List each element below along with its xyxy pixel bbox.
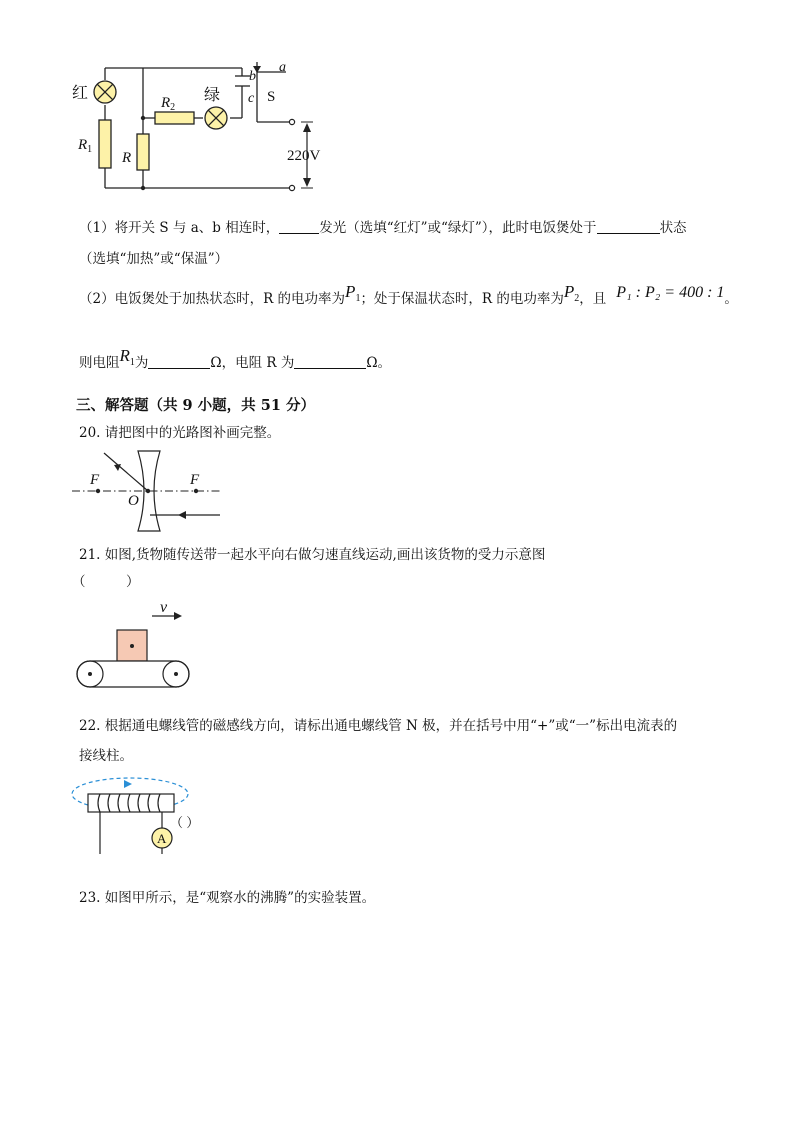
terminal-bracket: （ ）	[170, 815, 200, 830]
green-lamp-symbol	[205, 107, 227, 129]
q22-text-line2: 接线柱。	[79, 748, 133, 764]
q19-part1-line1: （1）将开关 S 与 a、b 相连时， 发光（选填“红灯”或“绿灯”），此时电饭煲处于 状态	[79, 220, 687, 236]
q23-text: 23. 如图甲所示，是“观察水的沸腾”的实验装置。	[79, 890, 376, 906]
q19-part2-line: （2）电饭煲处于加热状态时，R 的电功率为P1；处于保温状态时，R 的电功率为P2，且 P₁ : P₂ = 400 : 1。	[79, 282, 738, 307]
focal-label-right: F	[190, 472, 200, 488]
q20-text: 20. 请把图中的光路图补画完整。	[79, 425, 281, 441]
answer-blank[interactable]	[294, 354, 366, 369]
q19-part3-line: 则电阻R1为 Ω，电阻 R 为 Ω。	[79, 346, 392, 371]
r-resistor	[137, 134, 149, 170]
a-label: a	[279, 60, 286, 75]
focal-label-left: F	[90, 472, 100, 488]
red-lamp-label: 红	[72, 85, 89, 102]
ratio-formula: P₁ : P₂ = 400 : 1	[616, 284, 725, 301]
ammeter-label: A	[157, 831, 167, 846]
section-heading: 三、解答题（共 9 小题，共 51 分）	[76, 397, 315, 414]
solenoid-diagram	[66, 770, 206, 856]
answer-blank[interactable]	[148, 354, 210, 369]
q21-text: 21. 如图,货物随传送带一起水平向右做匀速直线运动,画出该货物的受力示意图	[79, 547, 546, 563]
q19-part1-line2: （选填“加热”或“保温”）	[79, 251, 229, 267]
r2-label: R	[161, 95, 171, 111]
svg-text:R2	[160, 95, 175, 113]
q22-text-line1: 22. 根据通电螺线管的磁感线方向，请标出通电螺线管 N 极，并在括号中用“+”或“一”标出电流表的	[79, 718, 678, 734]
red-lamp-symbol	[94, 81, 116, 103]
optical-center-label: O	[128, 493, 139, 509]
b-label: b	[249, 69, 256, 84]
r2-resistor	[155, 112, 194, 124]
r1-resistor	[99, 120, 111, 168]
voltage-label: 220V	[287, 148, 321, 164]
circuit-diagram	[60, 58, 330, 208]
r2-sub: 2	[170, 102, 176, 113]
q21-bracket: （ ）	[72, 574, 140, 590]
answer-blank[interactable]	[279, 219, 319, 234]
green-lamp-label: 绿	[204, 87, 221, 104]
c-label: c	[248, 91, 255, 106]
conveyor-diagram	[70, 596, 200, 696]
r1-sub: 1	[87, 144, 93, 155]
r-label: R	[122, 150, 132, 166]
velocity-label: v	[160, 599, 168, 616]
lens-diagram	[70, 447, 230, 537]
answer-blank[interactable]	[597, 219, 660, 234]
svg-text:R1	[77, 137, 92, 155]
r1-label: R	[78, 137, 88, 153]
switch-label: S	[267, 89, 276, 105]
